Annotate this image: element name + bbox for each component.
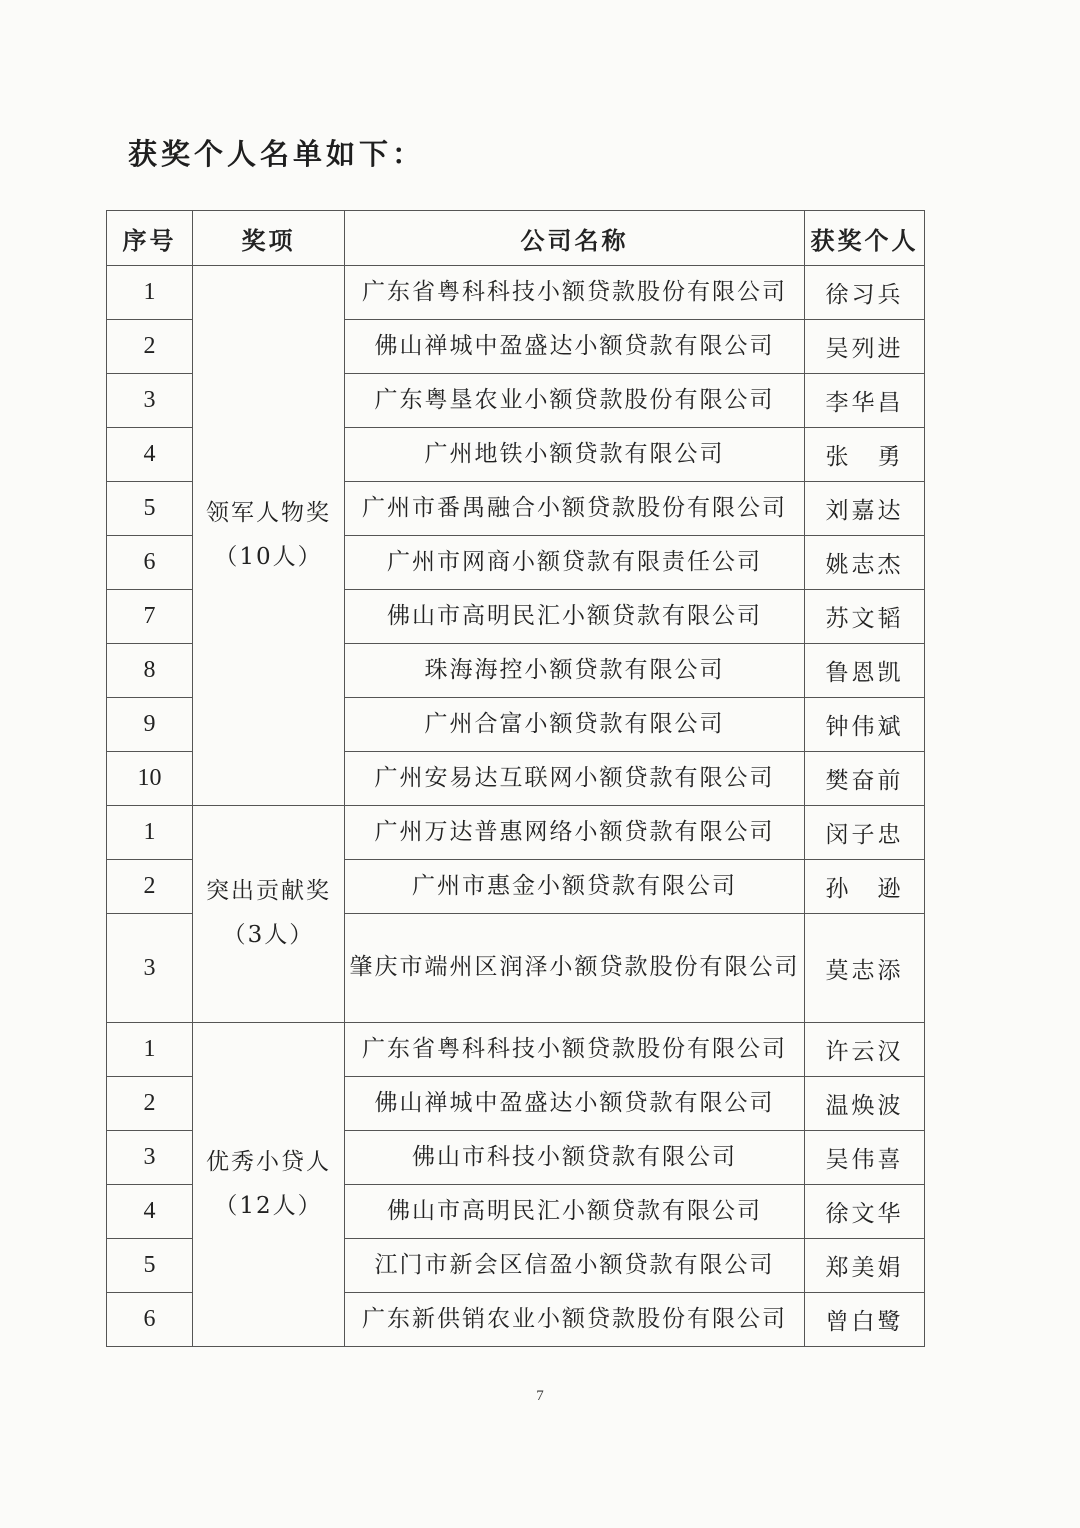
row-index: 1: [107, 806, 193, 860]
winner-name: 孙 逊: [805, 860, 925, 914]
page-number: 7: [536, 1388, 544, 1404]
winner-name: 吴列进: [805, 320, 925, 374]
company-name: 广州地铁小额贷款有限公司: [345, 428, 805, 482]
award-count: （3人）: [222, 922, 315, 948]
award-count: （10人）: [214, 543, 323, 570]
winner-name: 徐习兵: [805, 266, 925, 320]
company-name: 佛山禅城中盈盛达小额贷款有限公司: [345, 320, 805, 374]
award-name: 优秀小贷人: [206, 1148, 331, 1175]
winner-name: 闵子忠: [805, 806, 925, 860]
winner-name: 温焕波: [805, 1077, 925, 1131]
award-cell-contribution: [193, 806, 345, 1023]
company-name: 广州市惠金小额贷款有限公司: [345, 860, 805, 914]
winner-name: 李华昌: [805, 374, 925, 428]
award-name: 突出贡献奖: [206, 878, 331, 905]
row-index: 2: [107, 860, 193, 914]
company-name: 广东省粤科科技小额贷款股份有限公司: [345, 266, 805, 320]
winner-name: 吴伟喜: [805, 1131, 925, 1185]
winner-name: 苏文韬: [805, 590, 925, 644]
company-name: 广州万达普惠网络小额贷款有限公司: [345, 806, 805, 860]
winner-name: 郑美娟: [805, 1239, 925, 1293]
company-name: 广州市番禺融合小额贷款股份有限公司: [345, 482, 805, 536]
company-name: 广州合富小额贷款有限公司: [345, 698, 805, 752]
company-name: 佛山市高明民汇小额贷款有限公司: [345, 1185, 805, 1239]
row-index: 3: [107, 914, 193, 1023]
table-header-row: [107, 211, 925, 266]
company-name: 广东粤垦农业小额贷款股份有限公司: [345, 374, 805, 428]
award-cell-leader: [193, 266, 345, 806]
company-name: 肇庆市端州区润泽小额贷款股份有限公司: [345, 914, 805, 1023]
award-winners-table: [106, 210, 925, 1347]
company-name: 广东新供销农业小额贷款股份有限公司: [345, 1293, 805, 1347]
row-index: 6: [107, 536, 193, 590]
award-cell-excellent: [193, 1023, 345, 1347]
award-count: （12人）: [214, 1192, 323, 1219]
winner-name: 刘嘉达: [805, 482, 925, 536]
row-index: 2: [107, 1077, 193, 1131]
company-name: 珠海海控小额贷款有限公司: [345, 644, 805, 698]
page-heading: 获奖个人名单如下：: [128, 137, 426, 171]
winner-name: 徐文华: [805, 1185, 925, 1239]
winner-name: 姚志杰: [805, 536, 925, 590]
row-index: 10: [107, 752, 193, 806]
header-company: 公司名称: [345, 211, 805, 266]
row-index: 8: [107, 644, 193, 698]
winner-name: 张 勇: [805, 428, 925, 482]
table-row: [107, 266, 925, 320]
row-index: 3: [107, 374, 193, 428]
header-index: 序号: [107, 211, 193, 266]
winner-name: 许云汉: [805, 1023, 925, 1077]
row-index: 4: [107, 1185, 193, 1239]
header-award: 奖项: [193, 211, 345, 266]
row-index: 3: [107, 1131, 193, 1185]
company-name: 广东省粤科科技小额贷款股份有限公司: [345, 1023, 805, 1077]
company-name: 广州市网商小额贷款有限责任公司: [345, 536, 805, 590]
row-index: 4: [107, 428, 193, 482]
winner-name: 樊奋前: [805, 752, 925, 806]
company-name: 佛山市科技小额贷款有限公司: [345, 1131, 805, 1185]
company-name: 广州安易达互联网小额贷款有限公司: [345, 752, 805, 806]
winner-name: 鲁恩凯: [805, 644, 925, 698]
company-name: 佛山市高明民汇小额贷款有限公司: [345, 590, 805, 644]
company-name: 江门市新会区信盈小额贷款有限公司: [345, 1239, 805, 1293]
table-row: [107, 806, 925, 860]
row-index: 2: [107, 320, 193, 374]
row-index: 1: [107, 266, 193, 320]
winner-name: 钟伟斌: [805, 698, 925, 752]
winner-name: 曾白鹭: [805, 1293, 925, 1347]
row-index: 1: [107, 1023, 193, 1077]
row-index: 5: [107, 1239, 193, 1293]
award-name: 领军人物奖: [206, 499, 331, 526]
table-row: [107, 1023, 925, 1077]
row-index: 5: [107, 482, 193, 536]
winner-name: 莫志添: [805, 914, 925, 1023]
header-person: 获奖个人: [805, 211, 925, 266]
row-index: 9: [107, 698, 193, 752]
row-index: 7: [107, 590, 193, 644]
row-index: 6: [107, 1293, 193, 1347]
company-name: 佛山禅城中盈盛达小额贷款有限公司: [345, 1077, 805, 1131]
